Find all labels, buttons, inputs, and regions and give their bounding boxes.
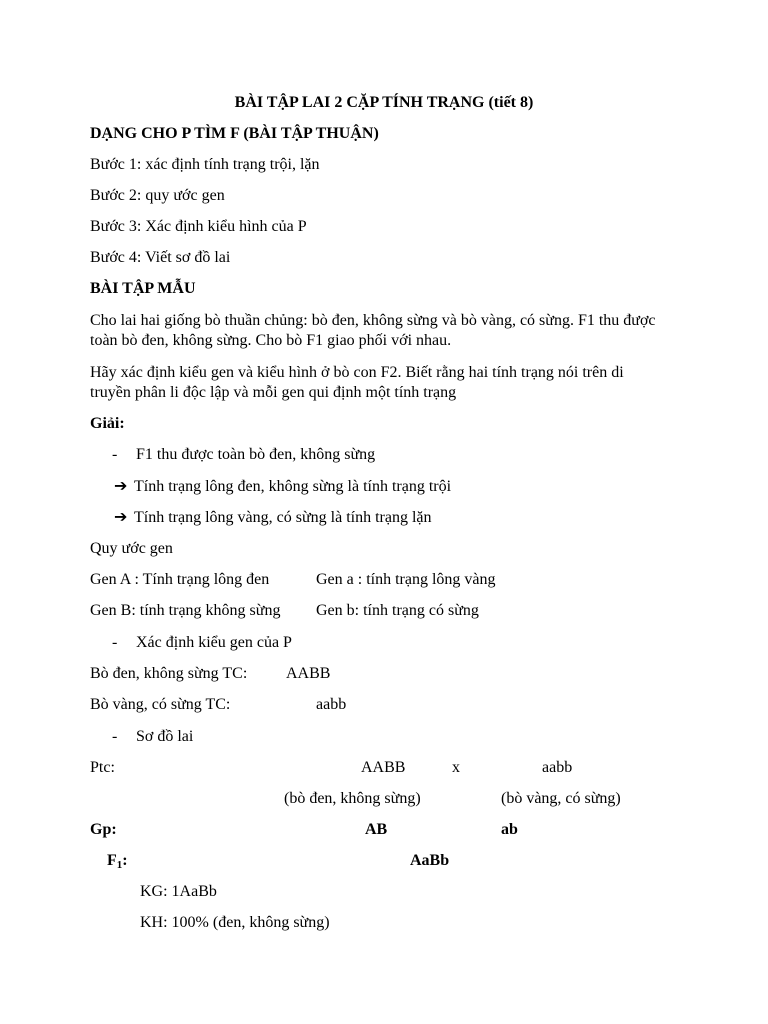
yellow-cow-genotype: aabb	[316, 696, 347, 713]
f1-label-colon: :	[122, 852, 128, 869]
kh-line: KH: 100% (đen, không sừng)	[140, 914, 330, 931]
step-2: Bước 2: quy ước gen	[90, 187, 225, 204]
arrow-right-icon: ➔	[114, 509, 128, 526]
problem-line: Hãy xác định kiểu gen và kiểu hình ở bò con F2. Biết rằng hai tính trạng nói trên di	[90, 364, 624, 381]
f1-label-subscript: 1	[116, 859, 123, 871]
arrow-text: Tính trạng lông vàng, có sừng là tính trạng lặn	[134, 509, 432, 526]
example-heading: BÀI TẬP MẪU	[90, 280, 196, 297]
ptc-left-phenotype: (bò đen, không sừng)	[284, 790, 421, 807]
bullet-text: Xác định kiểu gen của P	[136, 634, 292, 651]
dash-bullet: -	[112, 728, 118, 745]
problem-line: Cho lai hai giống bò thuần chủng: bò đen, không sừng và bò vàng, có sừng. F1 thu được	[90, 312, 656, 329]
kg-line: KG: 1AaBb	[140, 883, 217, 900]
gene-A-text: Gen A : Tính trạng lông đen	[90, 571, 270, 588]
gp-right-gamete: ab	[501, 821, 518, 838]
solution-heading: Giải:	[90, 415, 125, 432]
gp-label: Gp:	[90, 821, 117, 838]
arrow-item	[114, 508, 432, 528]
yellow-cow-label: Bò vàng, có sừng TC:	[90, 696, 231, 713]
step-3: Bước 3: Xác định kiểu hình của P	[90, 218, 307, 235]
dash-bullet: -	[112, 634, 118, 651]
gene-a-text: Gen a : tính trạng lông vàng	[316, 571, 496, 588]
bullet-item	[112, 445, 375, 465]
bullet-text: Sơ đồ lai	[136, 728, 194, 745]
ptc-right-genotype: aabb	[542, 759, 573, 776]
arrow-item	[114, 477, 451, 497]
arrow-right-icon: ➔	[114, 478, 128, 495]
bullet-item	[112, 727, 193, 747]
problem-line: truyền phân li độc lập và mỗi gen qui định một tính trạng	[90, 384, 457, 401]
cross-symbol: x	[452, 759, 460, 776]
gene-convention-heading: Quy ước gen	[90, 540, 173, 557]
section-heading: DẠNG CHO P TÌM F (BÀI TẬP THUẬN)	[90, 125, 379, 142]
step-4: Bước 4: Viết sơ đồ lai	[90, 249, 231, 266]
black-cow-genotype: AABB	[286, 665, 331, 682]
step-1: Bước 1: xác định tính trạng trội, lặn	[90, 156, 320, 173]
f1-label	[107, 851, 128, 875]
bullet-item	[112, 633, 292, 653]
ptc-label: Ptc:	[90, 759, 115, 776]
gene-B-text: Gen B: tính trạng không sừng	[90, 602, 281, 619]
f1-genotype: AaBb	[410, 852, 450, 869]
gp-left-gamete: AB	[365, 821, 388, 838]
f1-label-letter: F	[107, 852, 117, 869]
ptc-left-genotype: AABB	[361, 759, 406, 776]
problem-line: toàn bò đen, không sừng. Cho bò F1 giao phối với nhau.	[90, 332, 452, 349]
black-cow-label: Bò đen, không sừng TC:	[90, 665, 248, 682]
ptc-right-phenotype: (bò vàng, có sừng)	[501, 790, 621, 807]
bullet-text: F1 thu được toàn bò đen, không sừng	[136, 446, 376, 463]
document-title: BÀI TẬP LAI 2 CẶP TÍNH TRẠNG (tiết 8)	[234, 94, 534, 111]
gene-b-text: Gen b: tính trạng có sừng	[316, 602, 479, 619]
dash-bullet: -	[112, 446, 118, 463]
arrow-text: Tính trạng lông đen, không sừng là tính trạng trội	[134, 478, 452, 495]
